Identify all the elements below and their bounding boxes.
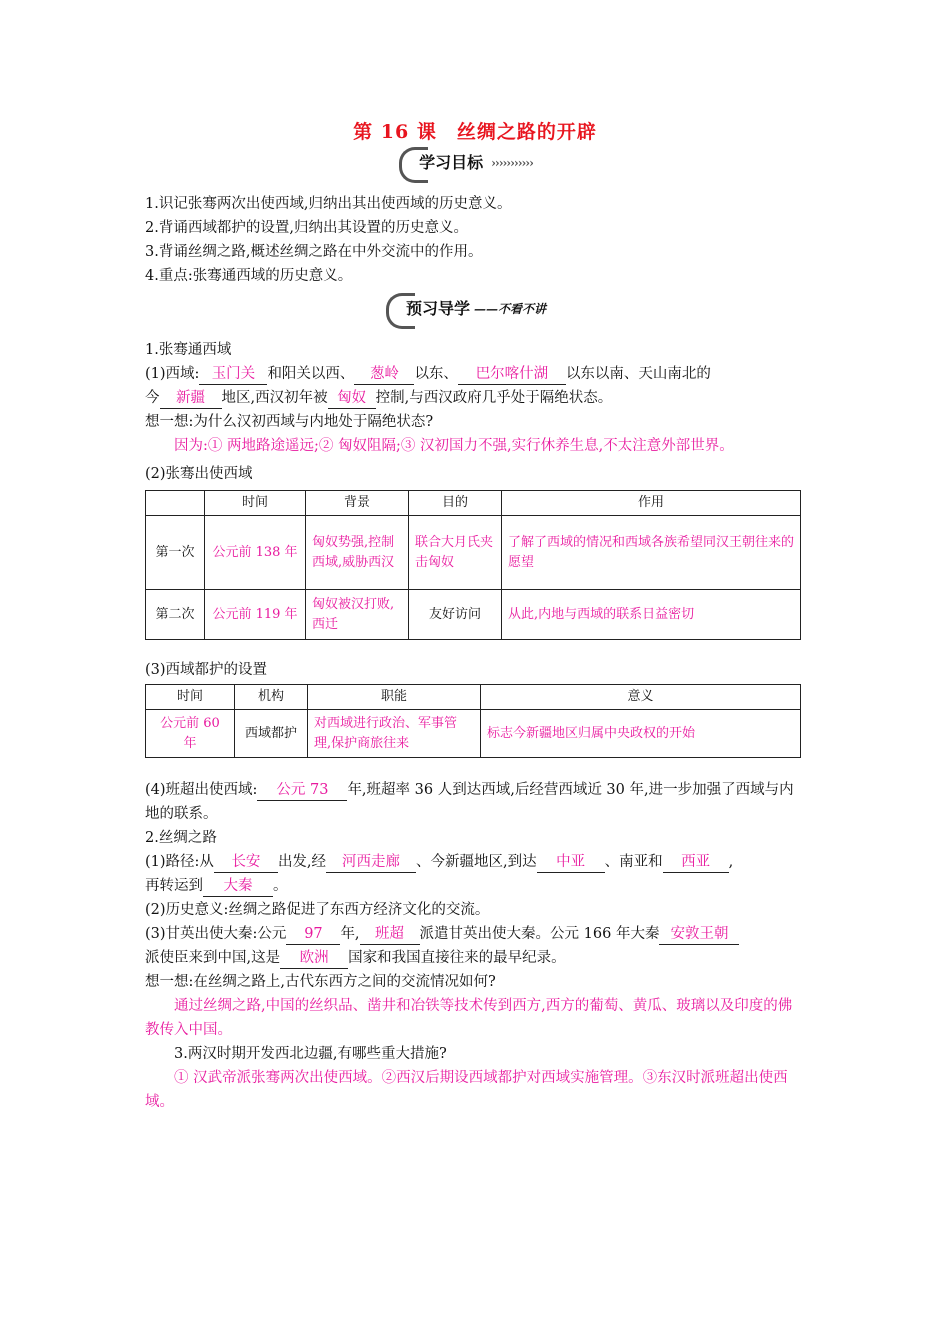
objective-4: 4.重点:张骞通西域的历史意义。 bbox=[145, 268, 353, 284]
duhu-table bbox=[145, 684, 801, 758]
blank-answer: 河西走廊 bbox=[326, 852, 416, 873]
think-answer: 因为:① 两地路途遥远;② 匈奴阻隔;③ 汉初国力不强,实行休养生息,不太注意外部世界。 bbox=[174, 438, 734, 454]
table-cell: 标志今新疆地区归属中央政权的开始 bbox=[481, 710, 801, 758]
table-row bbox=[146, 710, 801, 758]
banner-label: 学习目标 bbox=[419, 153, 484, 172]
question-3-answer: ① 汉武帝派张骞两次出使西域。②西汉后期设西域都护对西域实施管理。③东汉时派班超出使西域。 bbox=[145, 1070, 788, 1110]
blank-answer: 班超 bbox=[360, 924, 420, 945]
table-header: 目的 bbox=[409, 491, 502, 516]
question-3: 3.两汉时期开发西北边疆,有哪些重大措施? bbox=[174, 1046, 447, 1062]
arc-decoration-icon bbox=[386, 293, 415, 329]
table-cell: 对西域进行政治、军事管理,保护商旅往来 bbox=[308, 710, 481, 758]
table-header: 职能 bbox=[308, 685, 481, 710]
blank-answer: 大秦 bbox=[203, 876, 273, 897]
page-title: 第 16 课 丝绸之路的开辟 bbox=[353, 121, 597, 143]
blank-answer: 安敦王朝 bbox=[659, 924, 739, 945]
table-header-row bbox=[146, 685, 801, 710]
section-heading: (3)西域都护的设置 bbox=[145, 662, 268, 678]
blank-answer: 新疆 bbox=[160, 388, 222, 409]
blank-answer: 公元 73 bbox=[257, 780, 347, 801]
table-cell: 公元前 119 年 bbox=[205, 590, 306, 640]
banner-preview bbox=[145, 294, 805, 324]
table-cell: 公元前 138 年 bbox=[205, 516, 306, 590]
worksheet bbox=[145, 120, 805, 1114]
think-question: 想一想:在丝绸之路上,古代东西方之间的交流情况如何? bbox=[145, 974, 496, 990]
banner-pill bbox=[390, 294, 560, 324]
banner-tail: ——不看不讲 bbox=[474, 302, 547, 316]
table-row bbox=[146, 516, 801, 590]
blank-answer: 葱岭 bbox=[354, 364, 414, 385]
banner-label: 预习导学 bbox=[405, 299, 470, 318]
ganying-paragraph: (3)甘英出使大秦:公元 97 年, 班超 派遣甘英出使大秦。公元 166 年大秦 安敦王朝 派使臣来到中国,这是 欧洲 国家和我国直接往来的最早纪录。 bbox=[145, 922, 805, 970]
arc-decoration-icon bbox=[399, 147, 428, 183]
objective-1: 1.识记张骞两次出使西域,归纳出其出使西域的历史意义。 bbox=[145, 196, 512, 212]
table-cell: 公元前 60 年 bbox=[146, 710, 235, 758]
table-cell: 匈奴势强,控制西域,威胁西汉 bbox=[306, 516, 409, 590]
significance-paragraph: (2)历史意义:丝绸之路促进了东西方经济文化的交流。 bbox=[145, 902, 490, 918]
table-header: 作用 bbox=[502, 491, 801, 516]
route-paragraph: (1)路径:从 长安 出发,经 河西走廊 、今新疆地区,到达 中亚 、南亚和 西亚 , 再转运到 大秦 。 bbox=[145, 850, 805, 898]
zhangqian-table bbox=[145, 490, 801, 640]
table-header-row bbox=[146, 491, 801, 516]
objective-3: 3.背诵丝绸之路,概述丝绸之路在中外交流中的作用。 bbox=[145, 244, 483, 260]
blank-answer: 欧洲 bbox=[280, 948, 348, 969]
xiyu-paragraph: (1)西域: 玉门关 和阳关以西、 葱岭 以东、 巴尔喀什湖 以东以南、天山南北的 今 新疆 地区,西汉初年被 匈奴 控制,与西汉政府几乎处于隔绝状态。 bbox=[145, 362, 805, 410]
think-answer: 通过丝绸之路,中国的丝织品、凿井和冶铁等技术传到西方,西方的葡萄、黄瓜、玻璃以及印度的佛教传入中国。 bbox=[145, 998, 793, 1038]
banchao-paragraph: (4)班超出使西域: 公元 73 年,班超率 36 人到达西域,后经营西域近 30 年,进一步加强了西域与内地的联系。 bbox=[145, 782, 794, 822]
blank-answer: 玉门关 bbox=[199, 364, 267, 385]
table-cell: 了解了西域的情况和西域各族希望同汉王朝往来的愿望 bbox=[502, 516, 801, 590]
table-cell: 第二次 bbox=[146, 590, 205, 640]
blank-answer: 匈奴 bbox=[328, 388, 376, 409]
blank-answer: 西亚 bbox=[663, 852, 729, 873]
section-heading: (2)张骞出使西域 bbox=[145, 466, 253, 482]
table-header: 背景 bbox=[306, 491, 409, 516]
blank-answer: 长安 bbox=[214, 852, 278, 873]
section-heading: 1.张骞通西域 bbox=[145, 342, 232, 358]
table-cell: 第一次 bbox=[146, 516, 205, 590]
table-header: 时间 bbox=[146, 685, 235, 710]
blank-answer: 97 bbox=[286, 924, 340, 945]
banner-objectives bbox=[145, 148, 805, 178]
arrow-dots-icon: ››››››››››› bbox=[491, 156, 533, 170]
table-row bbox=[146, 590, 801, 640]
objective-2: 2.背诵西域都护的设置,归纳出其设置的历史意义。 bbox=[145, 220, 468, 236]
table-cell: 西域都护 bbox=[235, 710, 308, 758]
section-heading: 2.丝绸之路 bbox=[145, 830, 217, 846]
blank-answer: 中亚 bbox=[537, 852, 605, 873]
blank-answer: 巴尔喀什湖 bbox=[458, 364, 566, 385]
table-header: 时间 bbox=[205, 491, 306, 516]
table-cell: 友好访问 bbox=[409, 590, 502, 640]
table-cell: 匈奴被汉打败,西迁 bbox=[306, 590, 409, 640]
think-question: 想一想:为什么汉初西域与内地处于隔绝状态? bbox=[145, 414, 434, 430]
table-header: 机构 bbox=[235, 685, 308, 710]
table-cell: 联合大月氏夹击匈奴 bbox=[409, 516, 502, 590]
table-cell: 从此,内地与西域的联系日益密切 bbox=[502, 590, 801, 640]
banner-pill bbox=[403, 148, 547, 178]
table-header bbox=[146, 491, 205, 516]
table-header: 意义 bbox=[481, 685, 801, 710]
